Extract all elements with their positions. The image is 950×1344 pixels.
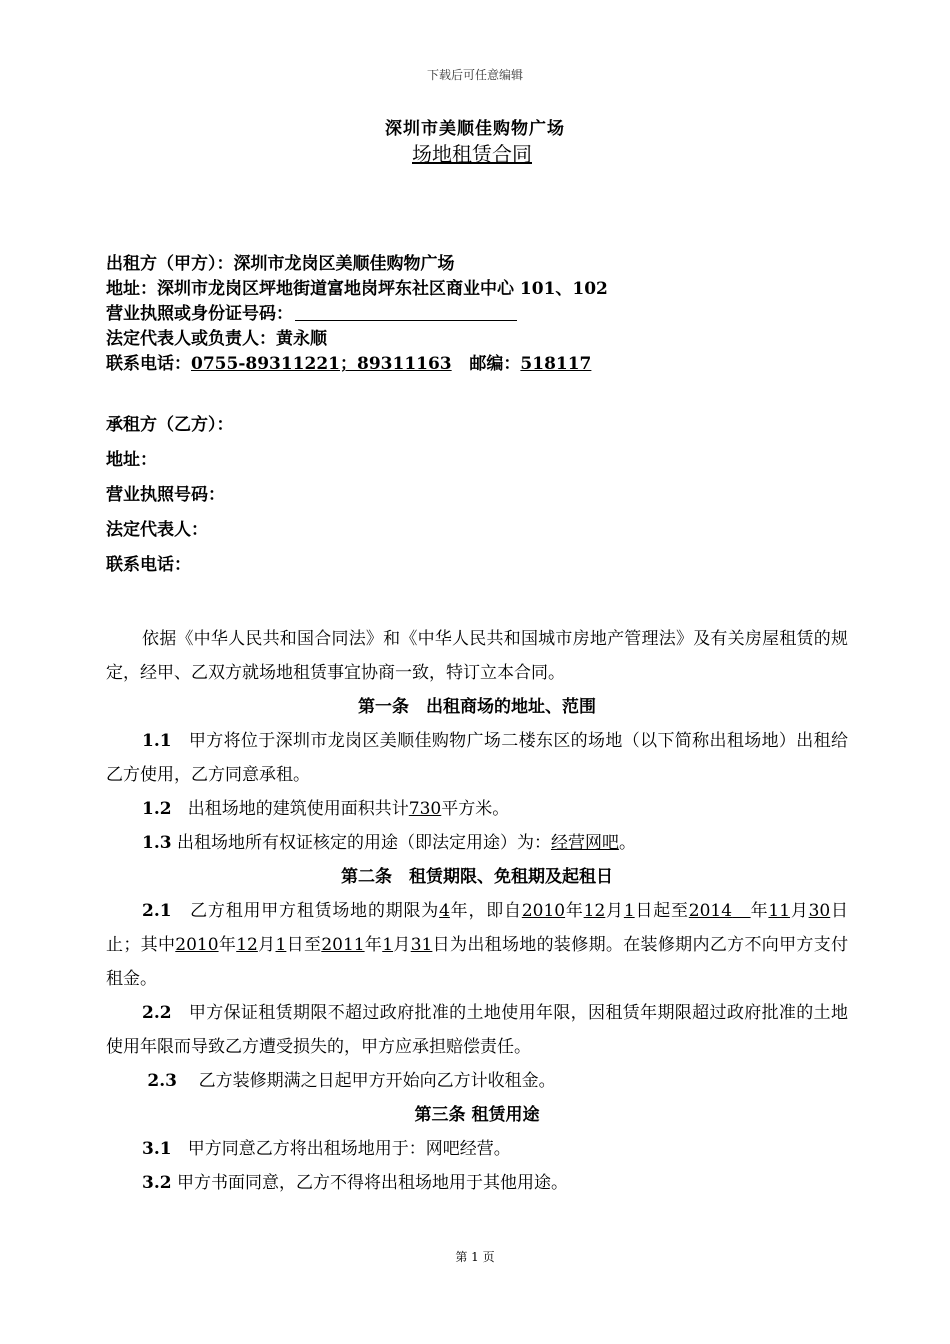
fitout-start-month: 12 (236, 935, 258, 955)
unit-year: 年 (565, 901, 584, 921)
clause-2-1-number: 2.1 (142, 901, 172, 921)
usage-value: 经营网吧 (550, 833, 619, 853)
clause-3-2 (106, 1166, 848, 1200)
document-title-text: 场地租赁合同 (412, 142, 532, 166)
clause-1-2 (106, 792, 848, 826)
party-a-rep-value: 黄永顺 (276, 329, 327, 349)
party-a-phone-row (106, 352, 866, 377)
party-b-rep-label: 法定代表人： (106, 520, 208, 540)
party-a-zip-label: 邮编： (469, 354, 521, 374)
clause-2-1-text-e: 日至 (286, 935, 322, 955)
clause-1-3 (106, 826, 848, 860)
unit-month: 月 (393, 935, 411, 955)
area-value: 730 (408, 799, 442, 819)
party-a-rep-row (106, 327, 866, 352)
clause-2-1-text-d: 日止；其中 (106, 901, 849, 955)
clause-3-1 (106, 1132, 848, 1166)
unit-month: 月 (257, 935, 276, 955)
clause-1-3-text: 出租场地所有权证核定的用途（即法定用途）为： (176, 833, 551, 853)
clause-2-2-number: 2.2 (142, 1003, 172, 1023)
unit-year: 年 (218, 935, 237, 955)
start-year: 2010 (521, 901, 566, 921)
end-month: 11 (768, 901, 791, 921)
party-b-name-label: 承租方（乙方）： (106, 415, 234, 435)
party-a-address-row (106, 277, 866, 302)
clause-1-1-number: 1.1 (142, 731, 172, 751)
party-a-license-row (106, 302, 866, 327)
clause-1-1-text: 甲方将位于深圳市龙岗区美顺佳购物广场二楼东区的场地（以下简称出租场地）出租给乙方使用，乙方同意承租。 (106, 731, 848, 785)
party-a-name-row (106, 252, 866, 277)
page-footer: 第 1 页 (455, 1250, 495, 1264)
clause-2-3-text: 乙方装修期满之日起甲方开始向乙方计收租金。 (198, 1071, 556, 1091)
clause-2-1-text-c: 日起至 (634, 901, 689, 921)
party-a-zip-value: 518117 (520, 354, 592, 374)
clause-2-1-text-a: 乙方租用甲方租赁场地的期限为 (190, 901, 440, 921)
fitout-end-day: 31 (410, 935, 433, 955)
clause-2-3-number: 2.3 (147, 1071, 177, 1091)
party-a-name-label: 出租方（甲方）： (106, 254, 234, 274)
party-b-address-label: 地址： (106, 450, 157, 470)
clause-3-2-text: 甲方书面同意，乙方不得将出租场地用于其他用途。 (176, 1173, 568, 1193)
party-a-license-label: 营业执照或身份证号码： (106, 304, 293, 324)
clause-2-1 (106, 894, 848, 996)
party-b-phone-label: 联系电话： (106, 555, 191, 575)
party-b-block (106, 412, 866, 587)
clause-2-1-text-b: 年，即自 (449, 901, 522, 921)
party-a-license-blank (295, 303, 517, 321)
term-years: 4 (439, 901, 450, 921)
contract-body (106, 622, 848, 1200)
unit-year: 年 (750, 901, 769, 921)
clause-3-1-text: 甲方同意乙方将出租场地用于：网吧经营。 (187, 1139, 511, 1159)
clause-1-1 (106, 724, 848, 792)
end-day: 30 (808, 901, 831, 921)
party-a-phone-label: 联系电话： (106, 354, 191, 374)
unit-month: 月 (605, 901, 624, 921)
clause-2-2-text: 甲方保证租赁期限不超过政府批准的土地使用年限，因租赁年期限超过政府批准的土地使用年限而导致乙方遭受损失的，甲方应承担赔偿责任。 (106, 1003, 848, 1057)
start-day: 1 (623, 901, 635, 921)
party-a-block (106, 252, 866, 377)
party-a-phone-value: 0755-89311221；89311163 (191, 354, 452, 374)
party-a-address-label: 地址： (106, 279, 157, 299)
document-title (0, 138, 950, 167)
start-month: 12 (583, 901, 606, 921)
fitout-end-year: 2011 (321, 935, 365, 955)
clause-3-2-number: 3.2 (142, 1173, 172, 1193)
unit-year: 年 (364, 935, 383, 955)
clause-1-3-end: 。 (618, 833, 636, 853)
clause-1-3-number: 1.3 (142, 833, 172, 853)
clause-1-2-number: 1.2 (142, 799, 172, 819)
clause-2-1-text-f: 日为出租场地的装修期。在装修期内乙方不向甲方支付租金。 (106, 935, 849, 989)
document-title-company: 深圳市美顺佳购物广场 (385, 119, 565, 139)
article-1-title: 第一条 出租商场的地址、范围 (358, 697, 596, 717)
clause-1-2-unit: 平方米。 (441, 799, 510, 819)
clause-2-3 (106, 1064, 848, 1098)
party-a-rep-label: 法定代表人或负责人： (106, 329, 276, 349)
end-year: 2014 (688, 901, 733, 921)
party-a-name-value: 深圳市龙岗区美顺佳购物广场 (233, 254, 455, 274)
header-note: 下载后可任意编辑 (426, 68, 523, 82)
clause-3-1-number: 3.1 (142, 1139, 172, 1159)
party-b-license-label: 营业执照号码： (106, 485, 225, 505)
party-a-address-value: 深圳市龙岗区坪地街道富地岗坪东社区商业中心 101、102 (157, 279, 608, 299)
fitout-start-day: 1 (275, 935, 287, 955)
fitout-start-year: 2010 (175, 935, 219, 955)
article-2-title: 第二条 租赁期限、免租期及起租日 (341, 867, 613, 887)
unit-month: 月 (790, 901, 809, 921)
clause-1-2-text: 出租场地的建筑使用面积共计 (187, 799, 409, 819)
preamble: 依据《中华人民共和国合同法》和《中华人民共和国城市房地产管理法》及有关房屋租赁的规定，经甲、乙双方就场地租赁事宜协商一致，特订立本合同。 (106, 629, 848, 683)
clause-2-2 (106, 996, 848, 1064)
fitout-end-month: 1 (382, 935, 394, 955)
article-3-title: 第三条 租赁用途 (414, 1105, 540, 1125)
